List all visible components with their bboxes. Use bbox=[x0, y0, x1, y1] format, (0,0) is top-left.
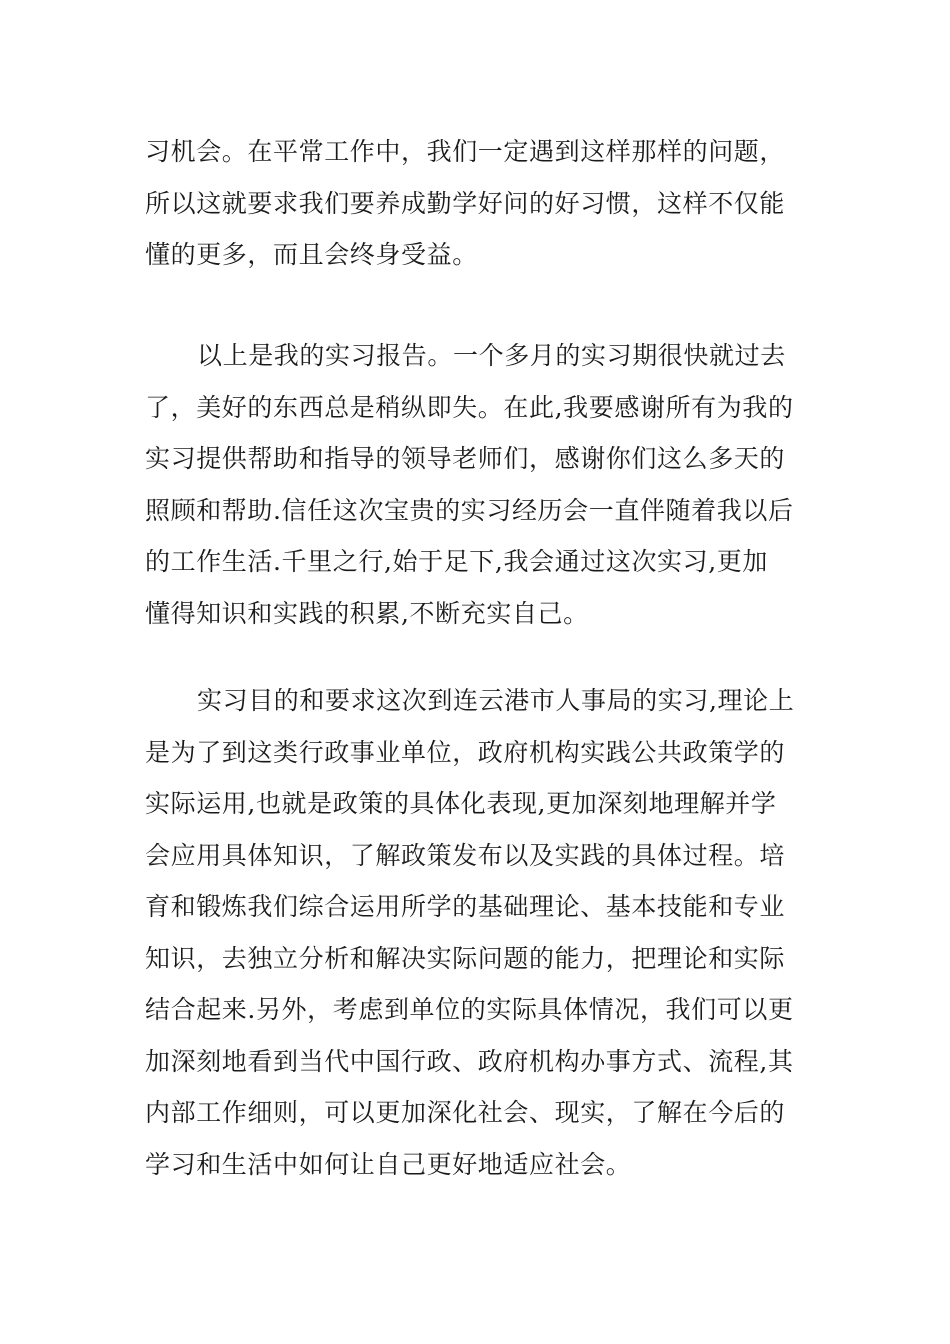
text-line: 学习和生活中如何让自己更好地适应社会。 bbox=[145, 1149, 632, 1179]
text-line: 加深刻地看到当代中国行政、政府机构办事方式、流程,其 bbox=[145, 1046, 794, 1076]
text-line: 实际运用,也就是政策的具体化表现,更加深刻地理解并学 bbox=[145, 789, 777, 818]
text-line: 懂得知识和实践的积累,不断充实自己。 bbox=[145, 598, 589, 628]
paragraph-2 bbox=[145, 330, 810, 639]
paragraph-1 bbox=[145, 126, 810, 281]
text-line: 的工作生活.千里之行,始于足下,我会通过这次实习,更加 bbox=[145, 547, 768, 576]
text-line: 内部工作细则，可以更加深化社会、现实，了解在今后的 bbox=[145, 1098, 786, 1127]
text-line: 结合起来.另外，考虑到单位的实际具体情况，我们可以更 bbox=[145, 995, 794, 1024]
text-line: 习机会。在平常工作中，我们一定遇到这样那样的问题， bbox=[145, 137, 786, 166]
text-line: 了，美好的东西总是稍纵即失。在此,我要感谢所有为我的 bbox=[145, 392, 794, 422]
text-line: 照顾和帮助.信任这次宝贵的实习经历会一直伴随着我以后 bbox=[145, 495, 794, 525]
text-line-indented: 以上是我的实习报告。一个多月的实习期很快就过去 bbox=[197, 341, 786, 370]
text-line: 是为了到这类行政事业单位，政府机构实践公共政策学的 bbox=[145, 737, 786, 767]
paragraph-3 bbox=[145, 675, 810, 1190]
text-line: 懂的更多，而且会终身受益。 bbox=[145, 240, 478, 269]
text-line: 会应用具体知识，了解政策发布以及实践的具体过程。培 bbox=[145, 840, 786, 870]
text-line: 所以这就要求我们要养成勤学好问的好习惯，这样不仅能 bbox=[145, 188, 786, 218]
text-line: 知识，去独立分析和解决实际问题的能力，把理论和实际 bbox=[145, 943, 786, 973]
text-line-indented: 实习目的和要求这次到连云港市人事局的实习,理论上 bbox=[197, 686, 795, 715]
text-line: 育和锻炼我们综合运用所学的基础理论、基本技能和专业 bbox=[145, 892, 786, 921]
text-line: 实习提供帮助和指导的领导老师们，感谢你们这么多天的 bbox=[145, 444, 786, 473]
